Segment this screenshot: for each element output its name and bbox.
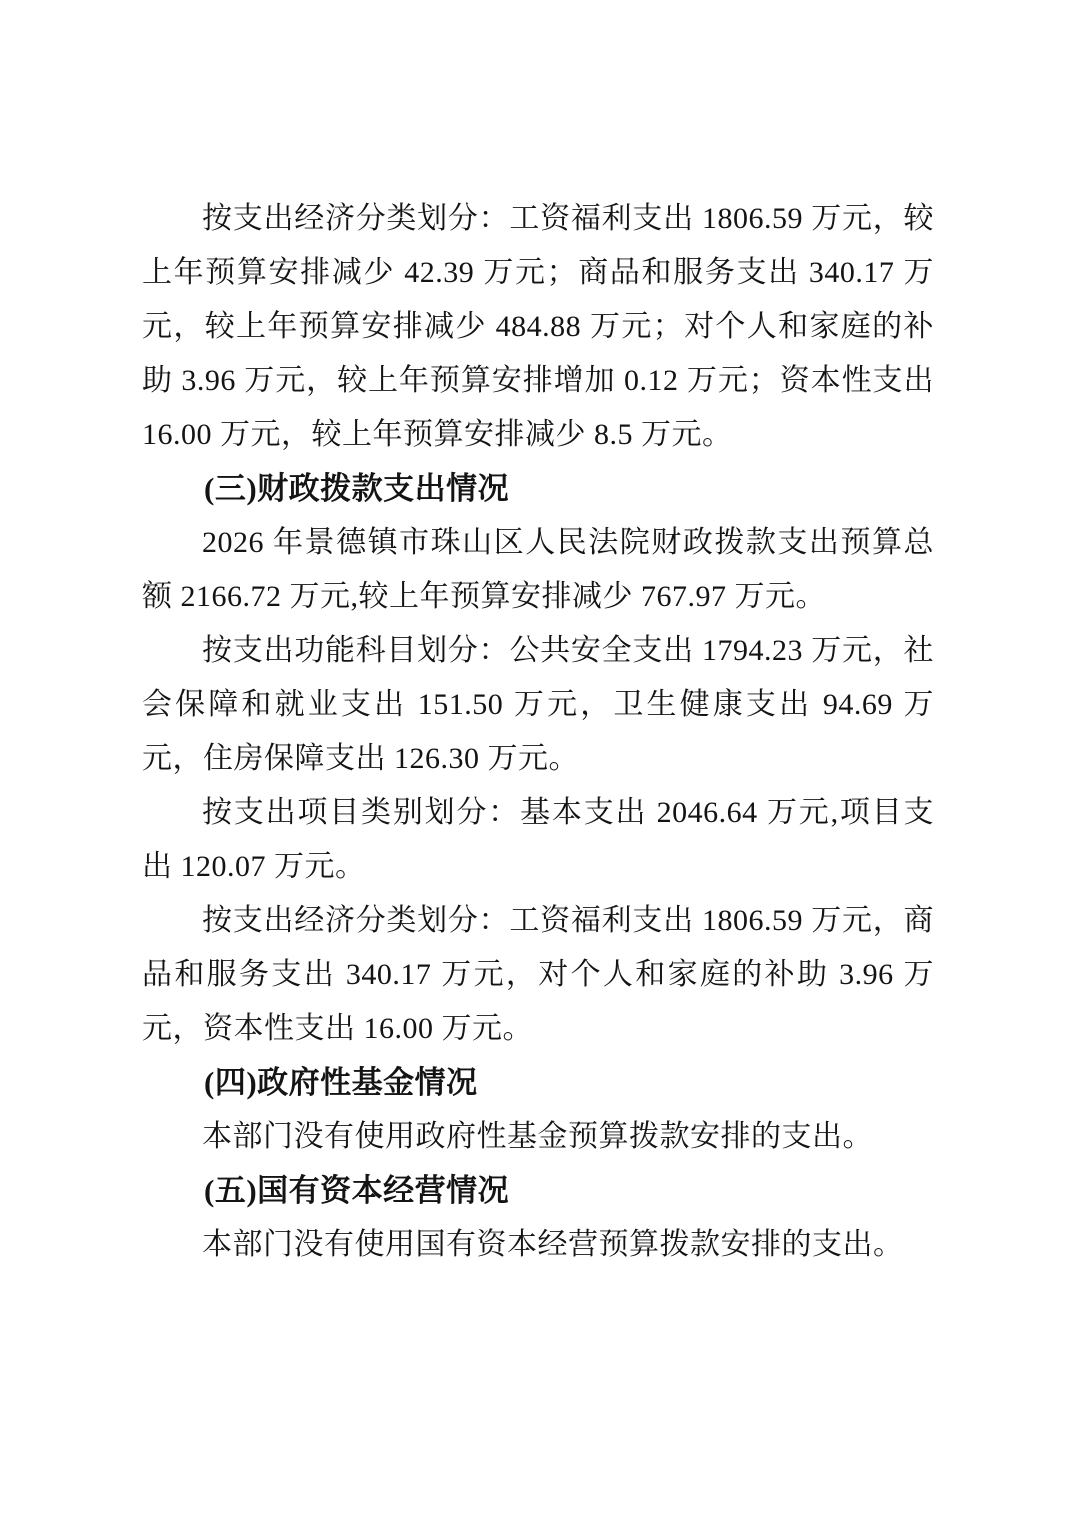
paragraph-government-fund-note: 本部门没有使用政府性基金预算拨款安排的支出。 bbox=[202, 1120, 873, 1153]
section-heading-fiscal-appropriation-expenditure: (三)财政拨款支出情况 bbox=[204, 471, 510, 506]
paragraph-economic-category: 按支出经济分类划分：工资福利支出 1806.59 万元，商品和服务支出 340.17 万元，对个人和家庭的补助 3.96 万元，资本性支出 16.00 万元。 bbox=[142, 904, 934, 1045]
paragraph-expenditure-economic-class: 按支出经济分类划分：工资福利支出 1806.59 万元，较上年预算安排减少 42.39 万元；商品和服务支出 340.17 万元，较上年预算安排减少 484.88 万元；对个人和家庭的补助 3.96 万元，较上年预算安排增加 0.12 万元；资本性支出 16.00 万元，较上年预算安排减少 8.5 万元。 bbox=[142, 202, 934, 451]
section-heading-government-fund: (四)政府性基金情况 bbox=[204, 1065, 478, 1100]
paragraph-function-category: 按支出功能科目划分：公共安全支出 1794.23 万元，社会保障和就业支出 151.50 万元，卫生健康支出 94.69 万元，住房保障支出 126.30 万元。 bbox=[142, 634, 934, 775]
paragraph-project-category: 按支出项目类别划分：基本支出 2046.64 万元,项目支出 120.07 万元。 bbox=[142, 796, 934, 883]
paragraph-fiscal-appropriation-total: 2026 年景德镇市珠山区人民法院财政拨款支出预算总额 2166.72 万元,较上年预算安排减少 767.97 万元。 bbox=[142, 526, 934, 613]
document-text-block bbox=[142, 192, 934, 1272]
section-heading-state-capital: (五)国有资本经营情况 bbox=[204, 1173, 510, 1208]
paragraph-state-capital-note: 本部门没有使用国有资本经营预算拨款安排的支出。 bbox=[202, 1228, 904, 1261]
